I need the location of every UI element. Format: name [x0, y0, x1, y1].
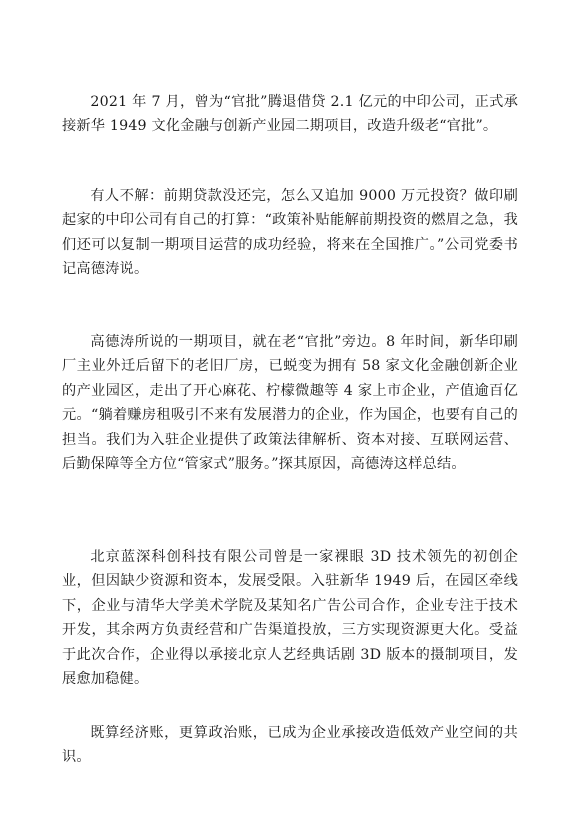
- paragraph-3: 高德涛所说的一期项目，就在老“官批”旁边。8 年时间，新华印刷厂主业外迁后留下的老旧厂房，已蜕变为拥有 58 家文化金融创新企业的产业园区，走出了开心麻花、柠檬微趣等 4 家上市企业，产值逾百亿元。“躺着赚房租吸引不来有发展潜力的企业，作为国企，也要有自己的担当。我们为入驻企业提供了政策法律解析、资本对接、互联网运营、后勤保障等全方位“管家式”服务。”探其原因，高德涛这样总结。: [62, 334, 518, 473]
- paragraph-2: 有人不解：前期贷款没还完，怎么又追加 9000 万元投资？做印刷起家的中印公司有自己的打算：“政策补贴能解前期投资的燃眉之急，我们还可以复制一期项目运营的成功经验，将来在全国推广。”公司党委书记高德涛说。: [62, 188, 518, 278]
- paragraph-5: 既算经济账，更算政治账，已成为企业承接改造低效产业空间的共识。: [62, 725, 518, 766]
- paragraph-1: 2021 年 7 月，曾为“官批”腾退借贷 2.1 亿元的中印公司，正式承接新华 1949 文化金融与创新产业园二期项目，改造升级老“官批”。: [62, 94, 518, 135]
- paragraph-4: 北京蓝深科创科技有限公司曾是一家裸眼 3D 技术领先的初创企业，但因缺少资源和资本，发展受限。入驻新华 1949 后，在园区牵线下，企业与清华大学美术学院及某知名广告公司合作，企业专注于技术开发，其余两方负责经营和广告渠道投放，三方实现资源更大化。受益于此次合作，企业得以承接北京人艺经典话剧 3D 版本的摄制项目，发展愈加稳健。: [62, 549, 518, 688]
